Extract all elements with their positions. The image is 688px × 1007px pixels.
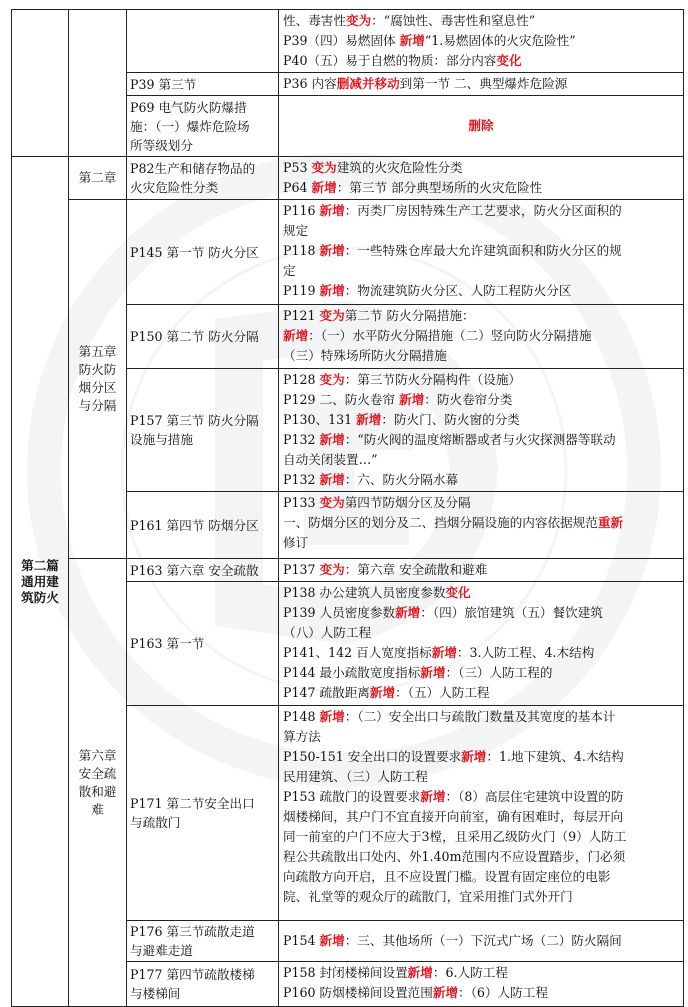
section-cell: P176 第三节疏散走道 与避难走道 — [127, 921, 279, 962]
change-cell: P148 新增：（二）安全出口与疏散门数量及其宽度的基本计 算方法 P150-151 安全出口的设置要求新增：1.地下建筑、4.木结构 民用建筑、（三）人防工程 P153 疏散门的设置要求新增：（8）高层住宅建筑中设置的防 烟楼梯间，其户门不宜直接开向前室，确有困难时，每层开向 同一前室的户门不应大于3樘，且采用乙级防火门（9）人防工 程公共疏散出口处内、外1.40m范围内不应设置踏步，门必须 向疏散方向开启，且不应设置门槛。设置有固定座位的电影 院、礼堂等的观众厅的疏散门，宜采用推门式外开门 — [279, 706, 684, 921]
empty-cell — [127, 10, 279, 73]
empty-cell — [69, 10, 127, 157]
table-row — [12, 157, 684, 200]
table-row — [12, 10, 684, 73]
change-cell: P36 内容删减并移动到第一节 二、典型爆炸危险源 — [279, 73, 684, 96]
revision-table — [11, 9, 684, 1007]
section-cell: P163 第一节 — [127, 582, 279, 706]
change-cell: P116 新增：丙类厂房因特殊生产工艺要求，防火分区面积的 规定 P118 新增：一些特殊仓库最大允许建筑面积和防火分区的规 定 P119 新增：物流建筑防火分区、人防工程防火分区 — [279, 200, 684, 305]
part-cell: 第二篇 通用建 筑防火 — [12, 157, 69, 1007]
section-cell: P177 第四节疏散楼梯 与楼梯间 — [127, 962, 279, 1007]
change-cell: P138 办公建筑人员密度参数变化 P139 人员密度参数新增：（四）旅馆建筑（五）餐饮建筑 （八）人防工程 P141、142 百人宽度指标新增：3.人防工程、4.木结构 P144 最小疏散宽度指标新增：（三）人防工程的 P147 疏散距离新增：（五）人防工程 — [279, 582, 684, 706]
section-cell: P171 第二节安全出口 与疏散门 — [127, 706, 279, 921]
change-cell: P137 变为：第六章 安全疏散和避难 — [279, 559, 684, 582]
delete-label: 删除 — [468, 118, 494, 133]
chapter-cell: 第二章 — [69, 157, 127, 200]
section-cell: P161 第四节 防烟分区 — [127, 492, 279, 559]
change-cell: P121 变为第二节 防火分隔措施： 新增：（一）水平防火分隔措施（二）竖向防火分隔措施 （三）特殊场所防火分隔措施 — [279, 305, 684, 369]
change-cell: P158 封闭楼梯间设置新增：6.人防工程 P160 防烟楼梯间设置范围新增：（6）人防工程 — [279, 962, 684, 1007]
section-cell: P82生产和储存物品的 火灾危险性分类 — [127, 157, 279, 200]
section-cell: P163 第六章 安全疏散 — [127, 559, 279, 582]
section-cell: P157 第三节 防火分隔 设施与措施 — [127, 369, 279, 492]
section-cell: P39 第三节 — [127, 73, 279, 96]
section-cell: P69 电气防火防爆措 施：（一）爆炸危险场 所等级划分 — [127, 96, 279, 157]
change-cell: P154 新增：三、其他场所（一）下沉式广场（二）防火隔间 — [279, 921, 684, 962]
section-cell: P145 第一节 防火分区 — [127, 200, 279, 305]
change-cell: P53 变为建筑的火灾危险性分类 P64 新增：第三节 部分典型场所的火灾危险性 — [279, 157, 684, 200]
chapter-cell: 第五章 防火防 烟分区 与分隔 — [69, 200, 127, 559]
section-cell: P150 第二节 防火分隔 — [127, 305, 279, 369]
change-cell: 性、毒害性变为：“腐蚀性、毒害性和窒息性” P39（四）易燃固体 新增“1.易燃固体的火灾危险性” P40（五）易于自燃的物质：部分内容变化 — [279, 10, 684, 73]
table-row — [12, 200, 684, 305]
change-cell: P133 变为第四节防烟分区及分隔 一、防烟分区的划分及二、挡烟分隔设施的内容依据规范重新 修订 — [279, 492, 684, 559]
change-cell — [279, 96, 684, 157]
empty-cell — [12, 10, 69, 157]
chapter-cell: 第六章 安全疏 散和避 难 — [69, 559, 127, 1007]
change-cell: P128 变为：第三节防火分隔构件（设施） P129 二、防火卷帘 新增：防火卷帘分类 P130、131 新增：防火门、防火窗的分类 P132 新增：“防火阀的温度熔断器或者与火灾探测器等联动 自动关闭装置…” P132 新增：六、防火分隔水幕 — [279, 369, 684, 492]
table-row — [12, 559, 684, 582]
